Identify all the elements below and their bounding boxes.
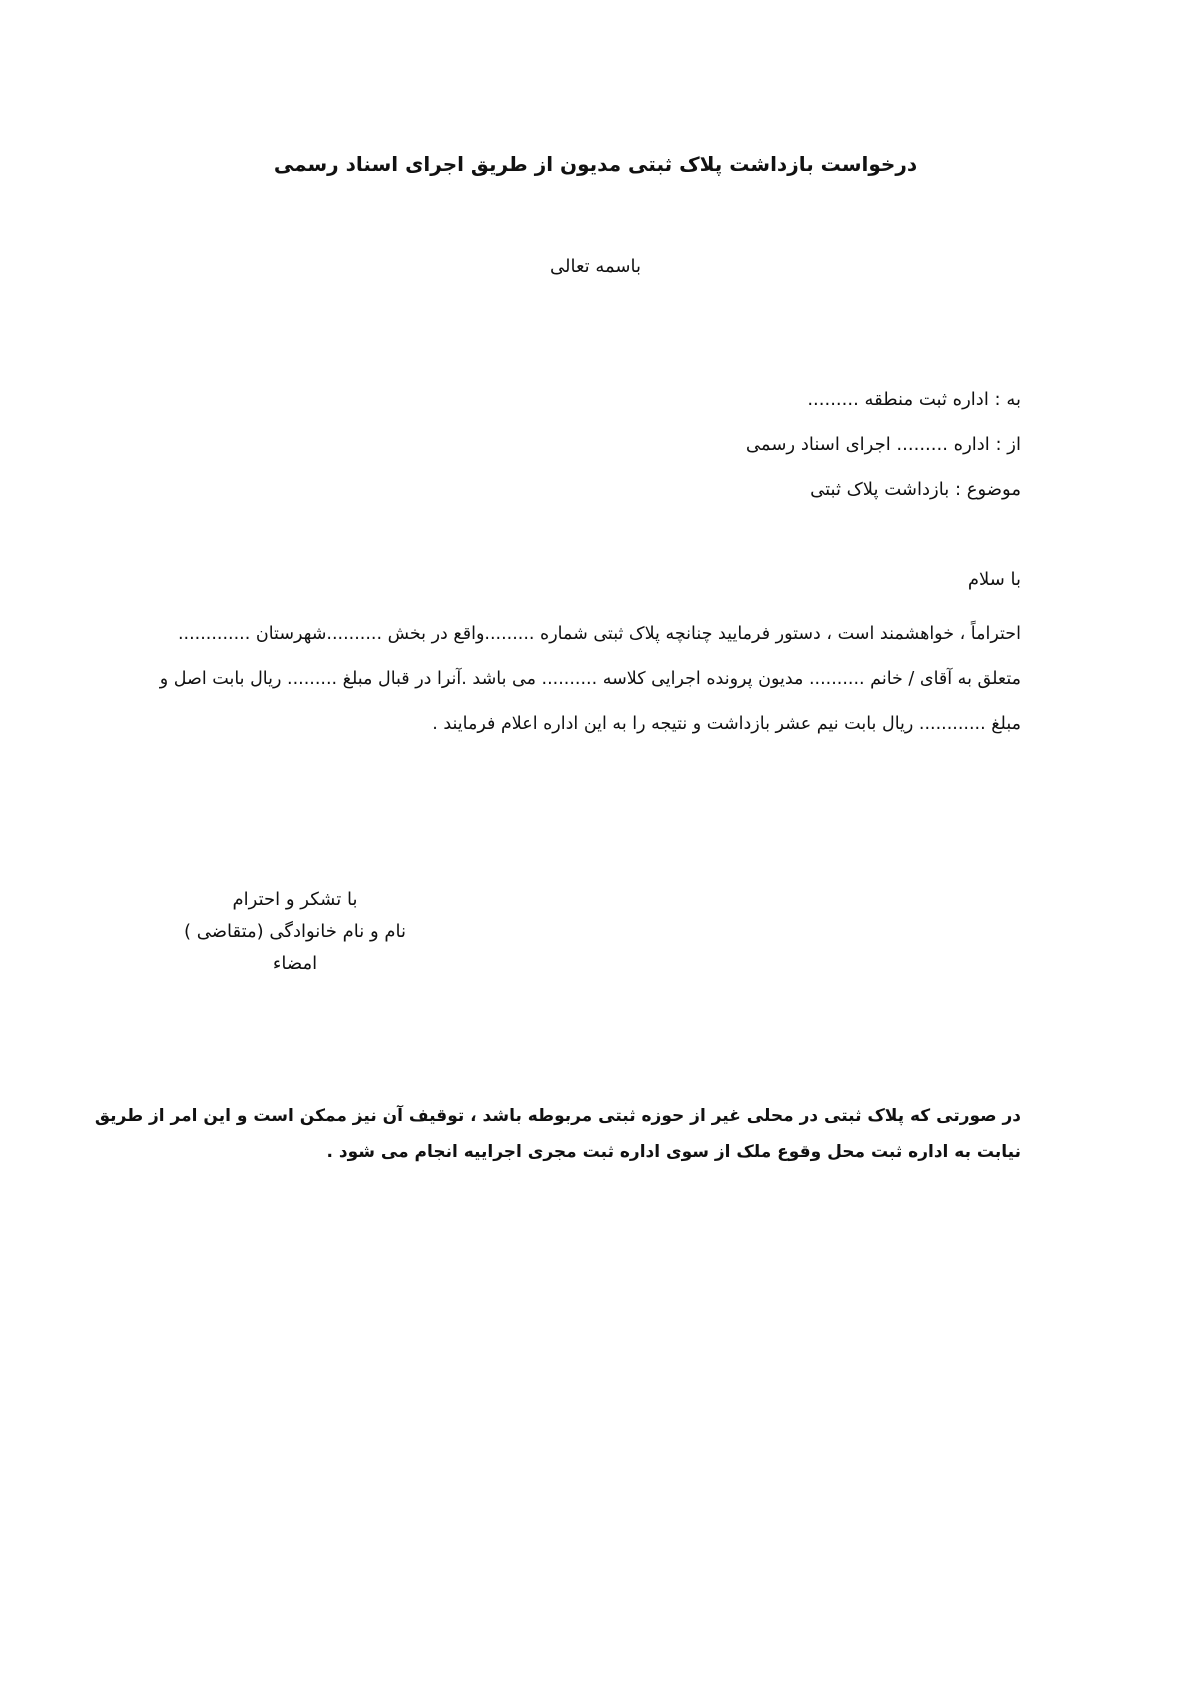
signature-block bbox=[180, 885, 410, 981]
applicant-name-label: نام و نام خانوادگی (متقاضی ) bbox=[183, 921, 407, 942]
document-title: درخواست بازداشت پلاک ثبتی مدیون از طریق اجرای اسناد رسمی bbox=[273, 152, 918, 176]
body-line: احتراماً ، خواهشمند است ، دستور فرمایید چنانچه پلاک ثبتی شماره .........واقع در بخش ..........شهرستان ............. bbox=[177, 624, 1021, 644]
header-to-line: به : اداره ثبت منطقه ......... bbox=[807, 389, 1021, 410]
body-line: مبلغ ............ ریال بابت نیم عشر بازداشت و نتیجه را به این اداره اعلام فرمایند . bbox=[432, 714, 1021, 734]
note-line: نیابت به اداره ثبت محل وقوع ملک از سوی اداره ثبت مجری اجراییه انجام می شود . bbox=[326, 1142, 1021, 1162]
note-line: در صورتی که پلاک ثبتی در محلی غیر از حوزه ثبتی مربوطه باشد ، توقیف آن نیز ممکن است و این امر از طریق bbox=[94, 1106, 1021, 1126]
bismillah-heading: باسمه تعالی bbox=[549, 256, 642, 277]
footnote bbox=[94, 1098, 1021, 1170]
header-subject-line: موضوع : بازداشت پلاک ثبتی bbox=[810, 479, 1021, 500]
signature-label: امضاء bbox=[272, 953, 318, 974]
body-line: متعلق به آقای / خانم .......... مدیون پرونده اجرایی کلاسه .......... می باشد .آنرا در قبال مبلغ ......... ریال بابت اصل و bbox=[159, 669, 1021, 689]
header-from-line: از : اداره ......... اجرای اسناد رسمی bbox=[745, 434, 1021, 455]
letter-header bbox=[521, 385, 1021, 520]
salutation: با سلام bbox=[967, 569, 1021, 590]
closing-thanks: با تشکر و احترام bbox=[232, 889, 358, 910]
letter-body bbox=[159, 612, 1021, 747]
